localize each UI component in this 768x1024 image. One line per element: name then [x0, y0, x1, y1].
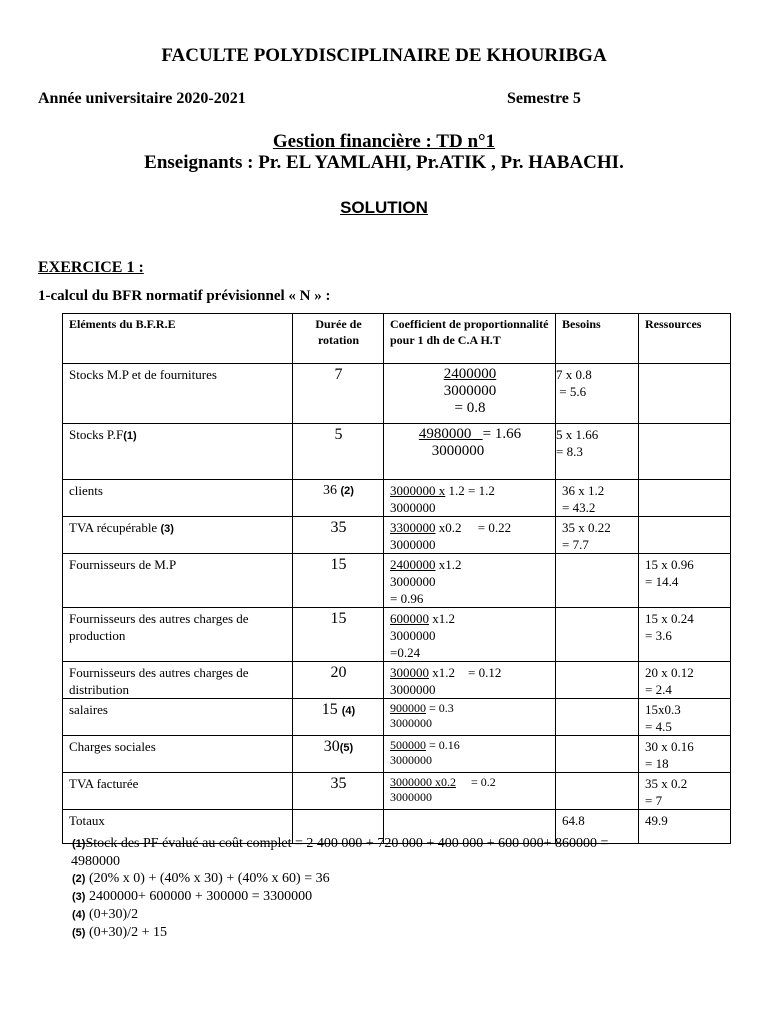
row-besoins	[556, 662, 639, 699]
ressources-line: = 7	[645, 793, 663, 808]
row-element	[63, 517, 293, 554]
solution-heading	[0, 198, 768, 218]
solution-text: SOLUTION	[340, 198, 428, 217]
besoins-line: = 43.2	[562, 500, 596, 515]
ressources-line: 15x0.3	[645, 702, 681, 717]
coef-multiplier: x1.2	[429, 611, 455, 626]
totals-ressources: 49.9	[639, 810, 731, 844]
coef-numerator: 600000	[390, 611, 429, 626]
header-besoins: Besoins	[556, 314, 639, 364]
footnote-number: (2)	[72, 873, 86, 885]
exercise-subtitle: 1-calcul du BFR normatif prévisionnel « N » :	[38, 288, 331, 304]
table-header-row	[63, 314, 731, 364]
totals-label: Totaux	[63, 810, 293, 844]
coef-denominator: 3000000	[390, 790, 432, 804]
header-duree: Durée de rotation	[293, 314, 384, 364]
coef-denominator: 3000000	[390, 682, 436, 697]
coef-numerator: 900000	[390, 701, 426, 715]
footnote-number: (5)	[72, 927, 86, 939]
coef-result: 1.2 = 1.2	[445, 483, 495, 498]
row-coef	[384, 424, 556, 480]
footnote-ref: (1)	[123, 430, 137, 442]
ressources-line: 30 x 0.16	[645, 739, 694, 754]
row-coef	[384, 736, 556, 773]
row-duree: 20	[293, 662, 384, 699]
duree-value: 30	[323, 738, 340, 755]
coef-result: =0.24	[390, 645, 421, 660]
ressources-line: = 2.4	[645, 682, 672, 697]
footnote-text: (20% x 0) + (40% x 30) + (40% x 60) = 36	[85, 871, 330, 886]
coef-denominator: 3000000	[390, 574, 436, 589]
table-row	[63, 608, 731, 662]
row-duree: 5	[293, 424, 384, 480]
coef-result: = 0.16	[426, 738, 460, 752]
row-ressources	[639, 699, 731, 736]
row-duree: 15	[293, 554, 384, 608]
row-ressources	[639, 364, 731, 424]
header-coef: Coefficient de proportionnalité pour 1 dh de C.A H.T	[384, 314, 556, 364]
besoins-line: = 5.6	[556, 384, 587, 399]
coef-numerator: 3300000	[390, 520, 436, 535]
besoins-line: 5 x 1.66	[556, 427, 599, 442]
row-duree	[293, 736, 384, 773]
footnote-number: (3)	[72, 891, 86, 903]
footnote-ref: (3)	[160, 523, 174, 535]
table-row	[63, 773, 731, 810]
row-ressources	[639, 424, 731, 480]
course-title-text: Gestion financière : TD n°1	[272, 131, 496, 152]
row-element	[63, 424, 293, 480]
coef-result: x0.2 = 0.22	[435, 520, 512, 535]
row-besoins	[556, 480, 639, 517]
besoins-line: 7 x 0.8	[556, 367, 592, 382]
row-besoins	[556, 608, 639, 662]
row-element: Charges sociales	[63, 736, 293, 773]
row-coef	[384, 480, 556, 517]
coef-result: = 0.8	[454, 400, 486, 416]
exercise-title: EXERCICE 1 :	[38, 259, 144, 276]
row-besoins	[556, 554, 639, 608]
table-row	[63, 364, 731, 424]
row-besoins	[556, 424, 639, 480]
row-duree: 7	[293, 364, 384, 424]
table-row	[63, 662, 731, 699]
footnote-text-continued: 4980000	[71, 854, 120, 869]
row-ressources	[639, 773, 731, 810]
footnote-5	[72, 924, 712, 942]
coef-multiplier: x1.2	[435, 557, 462, 572]
row-element: TVA facturée	[63, 773, 293, 810]
row-coef	[384, 517, 556, 554]
coef-denominator: 3000000	[390, 500, 436, 515]
row-duree: 35	[293, 517, 384, 554]
row-coef	[384, 364, 556, 424]
row-duree: 15	[293, 608, 384, 662]
row-ressources	[639, 554, 731, 608]
row-element: Stocks M.P et de fournitures	[63, 364, 293, 424]
coef-denominator: 3000000	[390, 716, 432, 730]
coef-numerator: 4980000	[418, 426, 472, 442]
header-elements: Eléments du B.F.R.E	[63, 314, 293, 364]
footnote-3	[72, 888, 712, 906]
row-duree	[293, 480, 384, 517]
coef-numerator: 3000000 x0.2	[390, 775, 456, 789]
coef-denominator: 3000000	[390, 753, 432, 767]
table-row	[63, 554, 731, 608]
row-besoins	[556, 364, 639, 424]
besoins-line: 35 x 0.22	[562, 520, 611, 535]
row-duree	[293, 699, 384, 736]
besoins-line: 36 x 1.2	[562, 483, 605, 498]
row-besoins	[556, 699, 639, 736]
row-besoins	[556, 773, 639, 810]
table-row	[63, 736, 731, 773]
ressources-line: 20 x 0.12	[645, 665, 694, 680]
coef-numerator: 2400000	[390, 557, 436, 572]
ressources-line: = 18	[645, 756, 669, 771]
row-ressources	[639, 608, 731, 662]
coef-result: x1.2 = 0.12	[429, 665, 502, 680]
row-element: Fournisseurs de M.P	[63, 554, 293, 608]
table-row	[63, 424, 731, 480]
row-ressources	[639, 736, 731, 773]
row-ressources	[639, 517, 731, 554]
page-title: FACULTE POLYDISCIPLINAIRE DE KHOURIBGA	[161, 45, 607, 66]
footnote-text: (0+30)/2 + 15	[85, 925, 167, 940]
row-besoins	[556, 736, 639, 773]
coef-numerator: 300000	[390, 665, 429, 680]
ressources-line: 35 x 0.2	[645, 776, 688, 791]
row-ressources	[639, 662, 731, 699]
footnote-ref: (5)	[339, 742, 354, 754]
footnote-number: (1)	[72, 838, 86, 850]
duree-value: 15	[321, 701, 338, 718]
coef-result: = 1.66	[482, 426, 522, 442]
row-coef	[384, 662, 556, 699]
teachers: Enseignants : Pr. EL YAMLAHI, Pr.ATIK , Pr. HABACHI.	[144, 152, 624, 173]
besoins-line: = 7.7	[562, 537, 589, 552]
element-label: Stocks P.F	[69, 427, 124, 442]
ressources-line: = 3.6	[645, 628, 672, 643]
duree-value: 36	[323, 483, 338, 498]
bfr-table	[62, 313, 731, 844]
besoins-line: = 8.3	[556, 444, 583, 459]
footnote-text: Stock des PF évalué au coût complet = 2 400 000 + 720 000 + 400 000 + 600 000+ 860000 =	[85, 836, 609, 851]
coef-result: = 0.96	[390, 591, 424, 606]
row-ressources	[639, 480, 731, 517]
row-coef	[384, 699, 556, 736]
element-label: TVA récupérable	[69, 520, 158, 535]
row-duree: 35	[293, 773, 384, 810]
coef-denominator: 3000000	[390, 628, 436, 643]
coef-numerator: 2400000	[443, 366, 497, 382]
coef-numerator: 500000	[390, 738, 426, 752]
row-element: salaires	[63, 699, 293, 736]
academic-year: Année universitaire 2020-2021	[38, 90, 246, 107]
row-coef	[384, 773, 556, 810]
coef-denominator: 3000000	[390, 537, 436, 552]
totals-besoins: 64.8	[556, 810, 639, 844]
table-row	[63, 699, 731, 736]
row-element: Fournisseurs des autres charges de distribution	[63, 662, 293, 699]
course-title	[0, 131, 768, 153]
row-coef	[384, 554, 556, 608]
ressources-line: 15 x 0.24	[645, 611, 694, 626]
footnote-4	[72, 906, 712, 924]
coef-result: = 0.2	[456, 775, 496, 789]
row-element: clients	[63, 480, 293, 517]
coef-result: = 0.3	[426, 701, 454, 715]
footnote-1	[72, 835, 712, 853]
row-besoins	[556, 517, 639, 554]
ressources-line: = 14.4	[645, 574, 679, 589]
ressources-line: = 4.5	[645, 719, 672, 734]
footnote-text: (0+30)/2	[85, 907, 139, 922]
coef-denominator: 3000000	[443, 383, 497, 399]
table-row	[63, 480, 731, 517]
row-coef	[384, 608, 556, 662]
coef-denominator: 3000000	[431, 443, 485, 459]
footnote-ref: (2)	[340, 485, 354, 497]
table-row	[63, 517, 731, 554]
coef-numerator: 3000000 x	[390, 483, 446, 498]
footnote-2	[72, 870, 712, 888]
header-ressources: Ressources	[639, 314, 731, 364]
semester: Semestre 5	[507, 90, 581, 107]
footnote-ref: (4)	[341, 705, 356, 717]
footnote-text: 2400000+ 600000 + 300000 = 3300000	[85, 889, 313, 904]
ressources-line: 15 x 0.96	[645, 557, 694, 572]
footnote-number: (4)	[72, 909, 86, 921]
row-element: Fournisseurs des autres charges de production	[63, 608, 293, 662]
footnotes	[72, 835, 712, 942]
